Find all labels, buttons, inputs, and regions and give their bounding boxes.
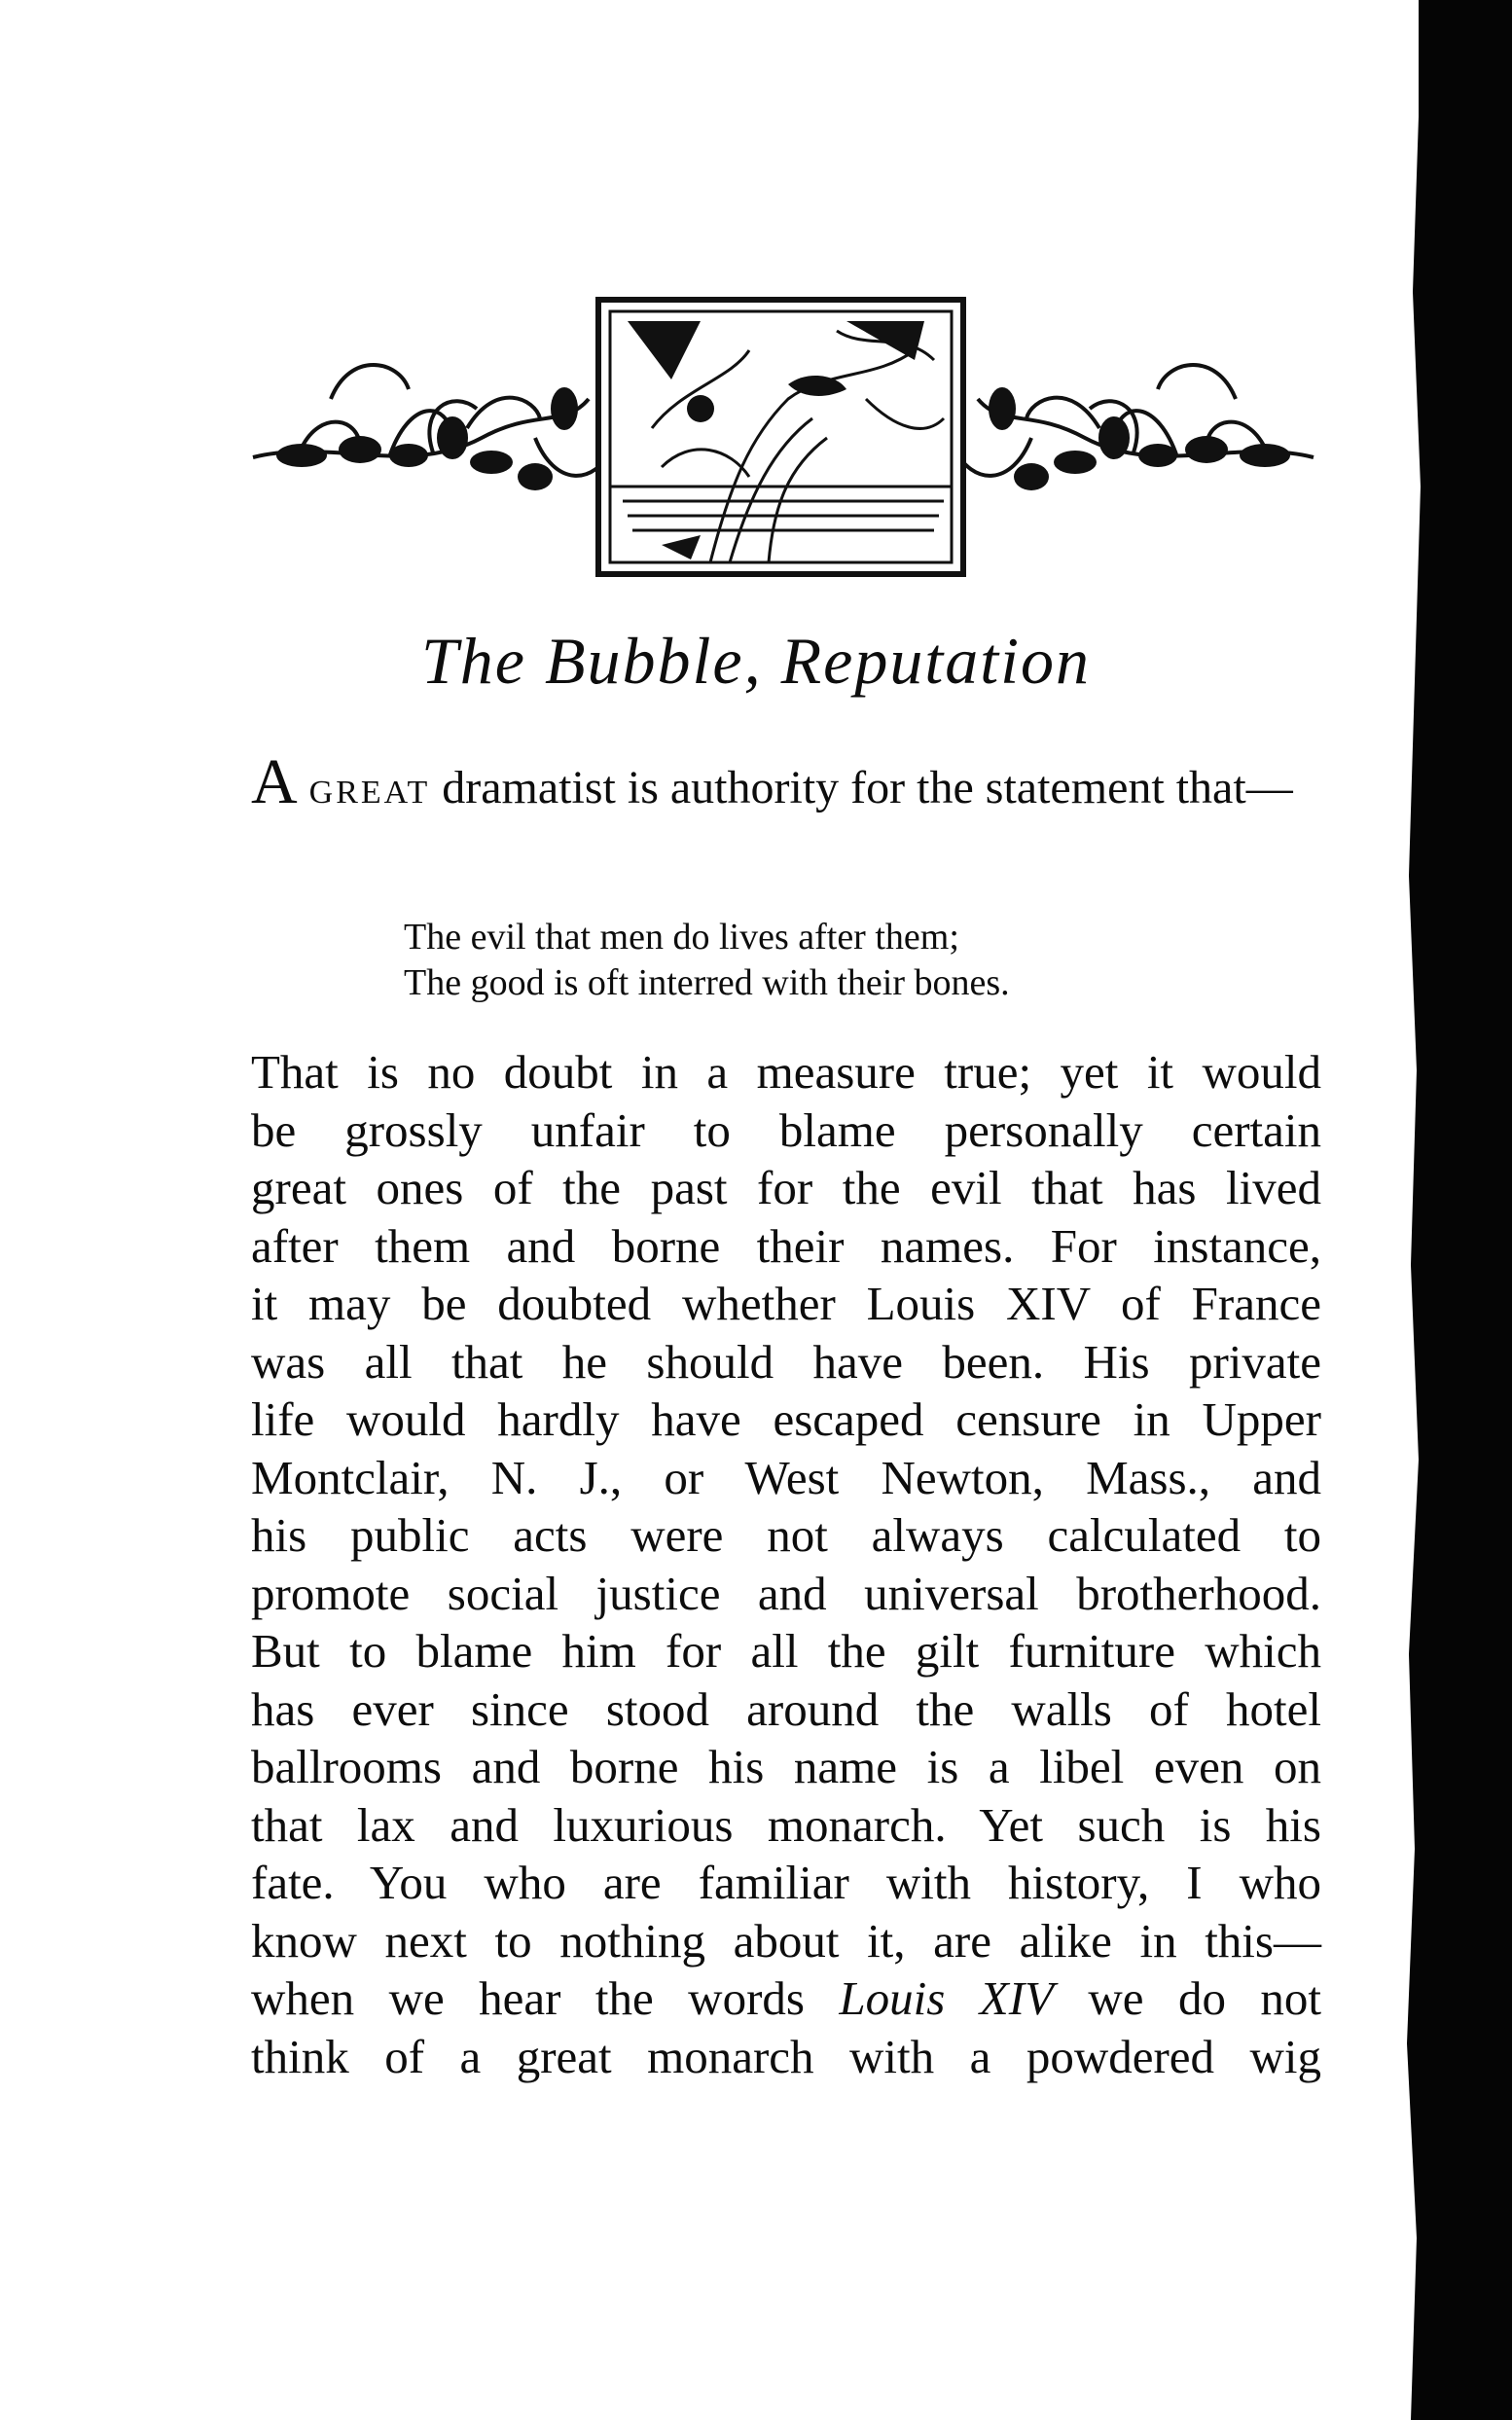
woodcut-headpiece: [243, 292, 1323, 584]
text-line: know next to nothing about it, are alike in this—: [251, 1913, 1321, 1968]
italic-name: Louis XIV: [839, 1971, 1054, 2025]
body-paragraph: [251, 1043, 1321, 2085]
text-line: be grossly unfair to blame personally certain: [251, 1102, 1321, 1157]
text-fragment: we do not: [1053, 1971, 1322, 2025]
text-line: ballrooms and borne his name is a libel even on: [251, 1740, 1321, 1793]
quote-line: The evil that men do lives after them;: [404, 917, 959, 957]
text-line: it may be doubted whether Louis XIV of France: [251, 1277, 1321, 1330]
text-line: Montclair, N. J., or West Newton, Mass., and: [251, 1450, 1321, 1504]
text-fragment: when we hear the words: [251, 1971, 840, 2025]
opening-paragraph: [251, 746, 1321, 817]
text-line: promote social justice and universal brotherhood.: [251, 1566, 1321, 1620]
text-line-with-italic: [251, 1969, 1321, 2028]
opening-text: dramatist is authority for the statement that—: [430, 762, 1293, 813]
quote-line: The good is oft interred with their bones.: [404, 962, 1010, 1003]
text-line: his public acts were not always calculated to: [251, 1508, 1321, 1562]
text-line: after them and borne their names. For instance,: [251, 1218, 1321, 1273]
text-line: That is no doubt in a measure true; yet it would: [251, 1045, 1321, 1099]
text-line: great ones of the past for the evil that has lived: [251, 1161, 1321, 1214]
text-line: was all that he should have been. His private: [251, 1334, 1321, 1389]
small-caps-word: great: [308, 762, 431, 813]
text-line: fate. You who are familiar with history, I who: [251, 1856, 1321, 1909]
text-line: think of a great monarch with a powdered wig: [251, 2029, 1321, 2083]
verse-quotation: [404, 915, 1279, 1006]
text-line: life would hardly have escaped censure in Upper: [251, 1392, 1321, 1446]
text-line: that lax and luxurious monarch. Yet such is his: [251, 1797, 1321, 1852]
book-edge-shadow: [1389, 0, 1512, 2420]
chapter-title: The Bubble, Reputation: [420, 624, 1091, 698]
text-line: But to blame him for all the gilt furniture which: [251, 1624, 1321, 1678]
initial-letter: A: [251, 746, 298, 817]
text-line: has ever since stood around the walls of hotel: [251, 1681, 1321, 1736]
